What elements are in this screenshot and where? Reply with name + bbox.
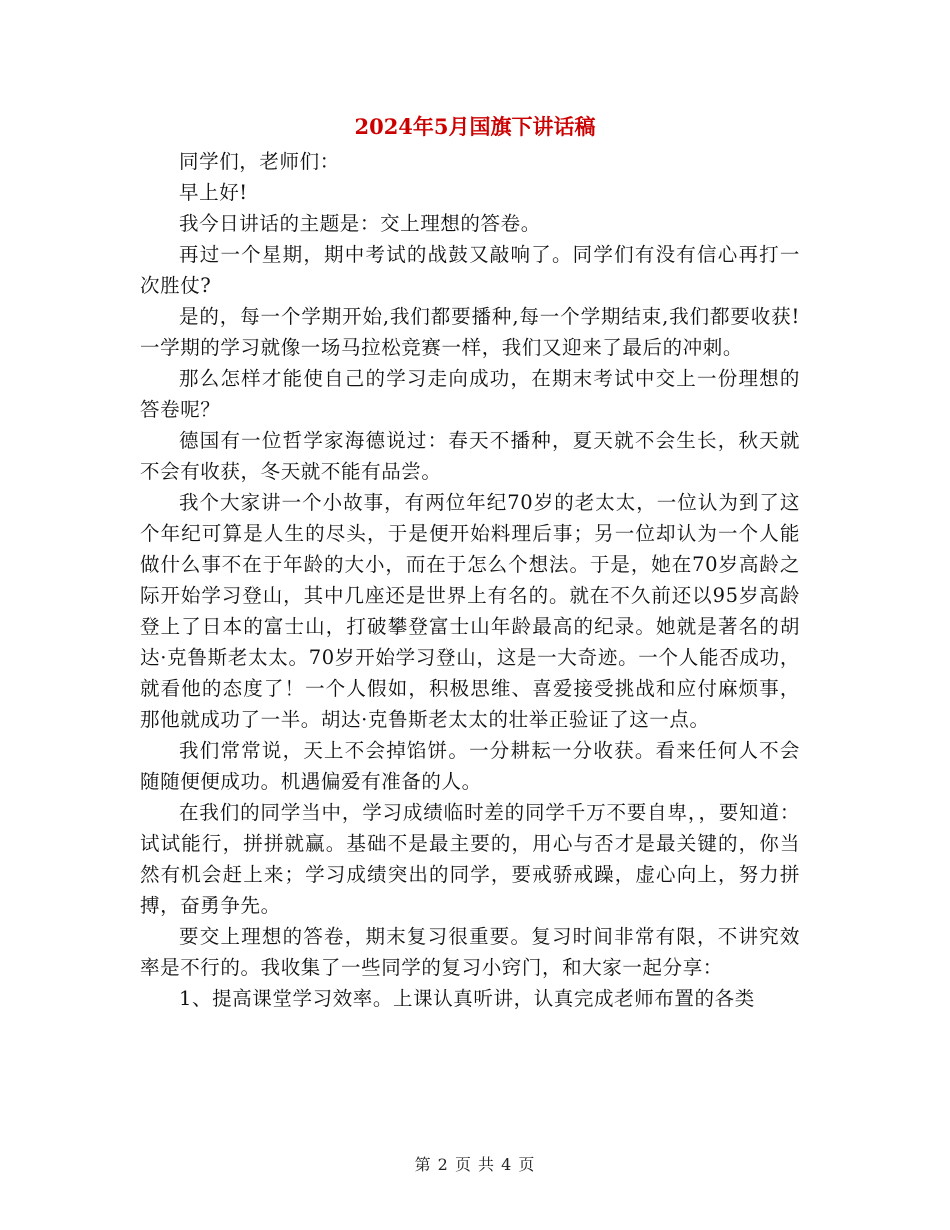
paragraph-semester: 是的，每一个学期开始,我们都要播种,每一个学期结束,我们都要收获!一学期的学习就像一场马拉松竞赛一样，我们又迎来了最后的冲刺。 bbox=[140, 305, 800, 359]
paragraph-question: 那么怎样才能使自己的学习走向成功，在期末考试中交上一份理想的答卷呢？ bbox=[140, 367, 800, 421]
paragraph-no-free-lunch: 我们常常说，天上不会掉馅饼。一分耕耘一分收获。看来任何人不会随随便便成功。机遇偏爱有准备的人。 bbox=[140, 739, 800, 793]
paragraph-encouragement: 在我们的同学当中，学习成绩临时差的同学千万不要自卑，，要知道：试试能行，拼拼就赢。基础不是最主要的，用心与否才是最关键的，你当然有机会赶上来；学习成绩突出的同学，要戒骄戒躁，虚心向上，努力拼搏，奋勇争先。 bbox=[140, 801, 800, 917]
page-number-footer: 第 2 页 共 4 页 bbox=[414, 1155, 536, 1174]
document-title: 2024年5月国旗下讲话稿 bbox=[354, 114, 596, 139]
paragraph-greeting: 同学们，老师们： bbox=[179, 150, 340, 173]
paragraph-philosopher: 德国有一位哲学家海德说过：春天不播种，夏天就不会生长，秋天就不会有收获，冬天就不能有品尝。 bbox=[140, 429, 800, 483]
paragraph-topic: 我今日讲话的主题是：交上理想的答卷。 bbox=[179, 212, 541, 235]
paragraph-review: 要交上理想的答卷，期末复习很重要。复习时间非常有限，不讲究效率是不行的。我收集了一些同学的复习小窍门，和大家一起分享： bbox=[140, 925, 800, 979]
paragraph-exam-coming: 再过一个星期，期中考试的战鼓又敲响了。同学们有没有信心再打一次胜仗? bbox=[140, 243, 800, 297]
paragraph-story: 我个大家讲一个小故事，有两位年纪70岁的老太太，一位认为到了这个年纪可算是人生的尽头，于是便开始料理后事；另一位却认为一个人能做什么事不在于年龄的大小，而在于怎么个想法。于是，她在70岁高龄之际开始学习登山，其中几座还是世界上有名的。就在不久前还以95岁高龄登上了日本的富士山，打破攀登富士山年龄最高的纪录。她就是著名的胡达·克鲁斯老太太。70岁开始学习登山，这是一大奇迹。一个人能否成功，就看他的态度了！一个人假如，积极思维、喜爱接受挑战和应付麻烦事，那他就成功了一半。胡达·克鲁斯老太太的壮举正验证了这一点。 bbox=[140, 491, 800, 731]
paragraph-good-morning: 早上好! bbox=[179, 181, 248, 204]
document-body bbox=[140, 146, 800, 1014]
paragraph-tip-1: 1、提高课堂学习效率。上课认真听讲，认真完成老师布置的各类 bbox=[179, 987, 755, 1010]
